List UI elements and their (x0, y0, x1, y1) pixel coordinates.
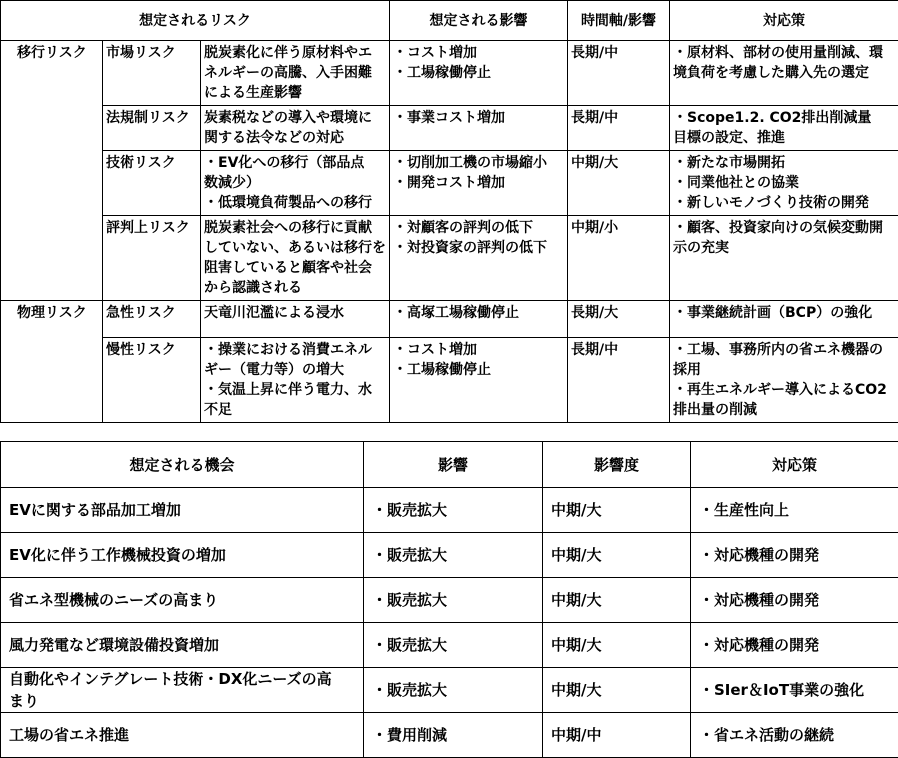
risk-measure (670, 151, 898, 216)
risk-measure-line: ・顧客、投資家向けの気候変動開 (673, 218, 895, 238)
opps-header-degree: 影響度 (543, 442, 691, 488)
risk-description-line: ・操業における消費エネル (204, 340, 386, 360)
climate-opportunities-table (0, 441, 898, 758)
risk-measure-line: ・原材料、部材の使用量削減、環 (673, 43, 895, 63)
opportunity-measure: ・生産性向上 (691, 488, 898, 533)
risk-description (201, 41, 390, 106)
opportunity-degree: 中期/中 (543, 713, 691, 758)
risk-description-line: による生産影響 (204, 83, 386, 103)
risk-row (1, 216, 898, 301)
risk-description-line: 炭素税などの導入や環境に (204, 108, 386, 128)
opportunity-impact: ・費用削減 (364, 713, 543, 758)
risk-impact-line: ・コスト増加 (393, 340, 564, 360)
risk-impact-line: ・コスト増加 (393, 43, 564, 63)
opportunity-degree: 中期/大 (543, 578, 691, 623)
risk-description-line: 数減少） (204, 173, 386, 193)
risk-impact-line: ・事業コスト増加 (393, 108, 564, 128)
risk-description-line: 脱炭素社会への移行に貢献 (204, 218, 386, 238)
risk-measure (670, 106, 898, 151)
risk-measure-line: 排出量の削減 (673, 400, 895, 420)
risk-measure-line: ・Scope1.2. CO2排出削減量 (673, 108, 895, 128)
risk-timeline: 長期/中 (568, 106, 670, 151)
risk-timeline: 中期/小 (568, 216, 670, 301)
risk-description-line: 天竜川氾濫による浸水 (204, 303, 386, 323)
opportunity-measure: ・対応機種の開発 (691, 578, 898, 623)
opportunity-impact: ・販売拡大 (364, 623, 543, 668)
risk-row (1, 151, 898, 216)
opportunity-row (1, 578, 898, 623)
opportunity-measure: ・対応機種の開発 (691, 623, 898, 668)
risks-header-measure: 対応策 (670, 1, 898, 41)
risk-measure-line: ・同業他社との協業 (673, 173, 895, 193)
risk-description-line: 阻害していると顧客や社会 (204, 258, 386, 278)
risks-header-timeline: 時間軸/影響 (568, 1, 670, 41)
opportunity-name: EVに関する部品加工増加 (1, 488, 364, 533)
opportunity-impact: ・販売拡大 (364, 533, 543, 578)
risk-impact-line: ・工場稼働停止 (393, 360, 564, 380)
risk-description-line: ギー（電力等）の増大 (204, 360, 386, 380)
opportunity-row (1, 623, 898, 668)
risk-timeline: 長期/中 (568, 41, 670, 106)
risk-description-line: していない、あるいは移行を (204, 238, 386, 258)
risk-row (1, 338, 898, 423)
risk-impact-line: ・切削加工機の市場縮小 (393, 153, 564, 173)
opportunity-name: EV化に伴う工作機械投資の増加 (1, 533, 364, 578)
risk-timeline: 長期/中 (568, 338, 670, 423)
opportunity-name-line: 自動化やインテグレート技術・DX化ニーズの高 (9, 668, 355, 690)
risk-measure-line: 採用 (673, 360, 895, 380)
opportunity-name: 省エネ型機械のニーズの高まり (1, 578, 364, 623)
risk-impact (390, 41, 568, 106)
risk-description-line: から認識される (204, 278, 386, 298)
risk-impact-line: ・開発コスト増加 (393, 173, 564, 193)
risk-impact (390, 301, 568, 338)
opportunity-degree: 中期/大 (543, 623, 691, 668)
risk-description (201, 301, 390, 338)
risk-type: 市場リスク (103, 41, 201, 106)
risk-category-transition: 移行リスク (1, 41, 103, 301)
opportunity-impact: ・販売拡大 (364, 488, 543, 533)
opportunity-name-line: まり (9, 690, 355, 712)
risk-description (201, 216, 390, 301)
risk-measure-line: ・工場、事務所内の省エネ機器の (673, 340, 895, 360)
risk-type: 技術リスク (103, 151, 201, 216)
risk-timeline: 中期/大 (568, 151, 670, 216)
opps-header-opportunity: 想定される機会 (1, 442, 364, 488)
risk-description (201, 338, 390, 423)
risk-row (1, 41, 898, 106)
risk-type: 法規制リスク (103, 106, 201, 151)
opportunity-row (1, 533, 898, 578)
risk-measure (670, 338, 898, 423)
risks-header-impact: 想定される影響 (390, 1, 568, 41)
risk-type: 急性リスク (103, 301, 201, 338)
opportunity-degree: 中期/大 (543, 668, 691, 713)
opportunity-measure: ・SIer＆IoT事業の強化 (691, 668, 898, 713)
risk-measure-line: ・事業継続計画（BCP）の強化 (673, 303, 895, 323)
risk-impact (390, 151, 568, 216)
risk-measure (670, 41, 898, 106)
risk-description-line: ・低環境負荷製品への移行 (204, 193, 386, 213)
risk-impact (390, 338, 568, 423)
risk-type: 評判上リスク (103, 216, 201, 301)
risk-description (201, 151, 390, 216)
risk-category-physical: 物理リスク (1, 301, 103, 423)
risk-impact-line: ・高塚工場稼働停止 (393, 303, 564, 323)
risks-header-row (1, 1, 898, 41)
opportunity-row (1, 713, 898, 758)
opportunity-row (1, 488, 898, 533)
opportunity-row (1, 668, 898, 713)
opportunity-name (1, 668, 364, 713)
opportunity-measure: ・省エネ活動の継続 (691, 713, 898, 758)
risk-measure (670, 216, 898, 301)
risk-timeline: 長期/大 (568, 301, 670, 338)
risk-impact-line: ・対投資家の評判の低下 (393, 238, 564, 258)
opps-header-row (1, 442, 898, 488)
risk-impact-line: ・工場稼働停止 (393, 63, 564, 83)
opportunity-impact: ・販売拡大 (364, 578, 543, 623)
risk-measure (670, 301, 898, 338)
opportunity-measure: ・対応機種の開発 (691, 533, 898, 578)
risk-measure-line: 目標の設定、推進 (673, 128, 895, 148)
opportunity-degree: 中期/大 (543, 533, 691, 578)
opportunity-degree: 中期/大 (543, 488, 691, 533)
risk-impact-line: ・対顧客の評判の低下 (393, 218, 564, 238)
risk-description (201, 106, 390, 151)
risk-measure-line: 境負荷を考慮した購入先の選定 (673, 63, 895, 83)
risk-description-line: 不足 (204, 400, 386, 420)
risk-description-line: 脱炭素化に伴う原材料やエ (204, 43, 386, 63)
opportunity-name: 風力発電など環境設備投資増加 (1, 623, 364, 668)
opportunity-name: 工場の省エネ推進 (1, 713, 364, 758)
risk-row (1, 106, 898, 151)
opportunity-impact: ・販売拡大 (364, 668, 543, 713)
risk-measure-line: ・新しいモノづくり技術の開発 (673, 193, 895, 213)
risk-impact (390, 106, 568, 151)
risk-measure-line: ・再生エネルギー導入によるCO2 (673, 380, 895, 400)
opps-header-measure: 対応策 (691, 442, 898, 488)
opps-header-impact: 影響 (364, 442, 543, 488)
risk-description-line: ・気温上昇に伴う電力、水 (204, 380, 386, 400)
risk-measure-line: ・新たな市場開拓 (673, 153, 895, 173)
risk-type: 慢性リスク (103, 338, 201, 423)
risk-description-line: ネルギーの高騰、入手困難 (204, 63, 386, 83)
risk-row (1, 301, 898, 338)
risk-measure-line: 示の充実 (673, 238, 895, 258)
risk-impact (390, 216, 568, 301)
risk-description-line: ・EV化への移行（部品点 (204, 153, 386, 173)
risk-description-line: 関する法令などの対応 (204, 128, 386, 148)
risks-header-risk: 想定されるリスク (1, 1, 390, 41)
